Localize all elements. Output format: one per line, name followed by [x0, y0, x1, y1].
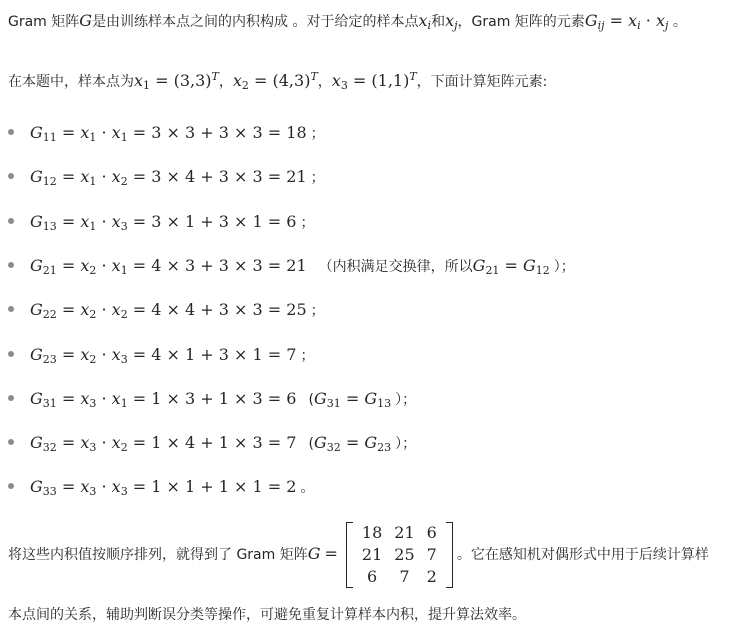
matrix-cell: 6 — [426, 523, 437, 542]
note: （内积满足交换律，所以 — [318, 258, 473, 275]
math-gij-def: $G_{ij} = x_i \cdot x_j$ — [584, 11, 669, 32]
math-note: $G_{21} = G_{12}$ — [472, 255, 550, 277]
bullet-icon — [8, 306, 14, 312]
intro-paragraph — [8, 10, 687, 37]
intro-text-1: Gram 矩阵 — [8, 14, 80, 30]
sep-2: ， — [317, 74, 332, 90]
math-expression: $G_{22} = x_2 \cdot x_2 = 4 \times 4 + 3 \times 3 = 25$ — [30, 300, 307, 322]
given-paragraph — [8, 66, 547, 97]
list-item — [8, 388, 416, 415]
sep-1: ， — [218, 74, 233, 90]
item-end: ； — [310, 170, 325, 187]
math-G: G — [79, 11, 93, 30]
math-expression: $G_{33} = x_3 \cdot x_3 = 1 \times 1 + 1 \times 1 = 2$ — [30, 477, 297, 499]
given-suffix: ，下面计算矩阵元素: — [416, 74, 548, 90]
math-G-eq: G — [307, 544, 321, 563]
math-note: $G_{32} = G_{23}$ — [313, 433, 392, 455]
item-end: 。 — [300, 480, 315, 497]
item-end: ）； — [395, 391, 417, 408]
item-end: ； — [300, 347, 315, 364]
math-expression: $G_{31} = x_3 \cdot x_1 = 1 \times 3 + 1 \times 3 = 6$ — [30, 388, 297, 410]
bullet-icon — [8, 129, 14, 135]
list-item — [8, 432, 416, 459]
bullet-icon — [8, 439, 14, 445]
conclusion-line-1: 将这些内积值按顺序排列，就得到了 Gram 矩阵G = 18 21 6 21 25 7 6 7 2 。它在感知机对偶形式中用于后续计算样 — [8, 523, 709, 586]
bullet-icon — [8, 395, 14, 401]
math-x1: $x_1 = (3,3)^T$ — [134, 70, 219, 92]
intro-text-3: 和 — [431, 14, 446, 30]
list-item — [8, 299, 325, 326]
list-item — [8, 166, 325, 193]
bullet-icon — [8, 351, 14, 357]
item-end: ； — [300, 214, 315, 231]
math-expression: $G_{21} = x_2 \cdot x_1 = 4 \times 3 + 3 \times 3 = 21$ — [30, 255, 307, 277]
item-end: ）； — [553, 258, 575, 275]
math-expression: $G_{23} = x_2 \cdot x_3 = 4 \times 1 + 3 \times 1 = 7$ — [30, 344, 297, 366]
intro-text-4: ，Gram 矩阵的元素 — [457, 14, 585, 30]
math-x3: $x_3 = (1,1)^T$ — [331, 70, 417, 92]
intro-text-2: 是由训练样本点之间的内积构成 。对于给定的样本点 — [92, 14, 419, 30]
item-end: ）； — [395, 436, 417, 453]
math-xj: $x_j$ — [445, 11, 458, 32]
conclusion-prefix: 将这些内积值按顺序排列，就得到了 Gram 矩阵 — [8, 547, 308, 563]
item-end: ； — [310, 303, 325, 320]
given-prefix: 在本题中，样本点为 — [8, 74, 134, 90]
conclusion-line-2: 本点间的关系，辅助判断误分类等操作，可避免重复计算样本内积，提升算法效率。 — [8, 607, 526, 623]
bullet-icon — [8, 483, 14, 489]
gram-matrix — [346, 522, 453, 588]
matrix-cell: 6 — [367, 567, 378, 586]
math-expression: $G_{12} = x_1 \cdot x_2 = 3 \times 4 + 3 \times 3 = 21$ — [30, 167, 307, 189]
list-item — [8, 476, 314, 503]
matrix-cell: 25 — [394, 545, 415, 564]
math-xi: $x_i$ — [418, 11, 432, 32]
conclusion-suffix: 。它在感知机对偶形式中用于后续计算样 — [456, 547, 709, 563]
math-note: $G_{31} = G_{13}$ — [313, 388, 392, 410]
math-expression: $G_{32} = x_3 \cdot x_2 = 1 \times 4 + 1 \times 3 = 7$ — [30, 433, 297, 455]
matrix-cell: 21 — [394, 523, 415, 542]
note: ( — [308, 436, 314, 453]
list-item — [8, 255, 575, 282]
matrix-cell: 7 — [399, 567, 410, 586]
matrix-cell: 21 — [361, 545, 383, 564]
matrix-cell: 18 — [361, 523, 383, 542]
list-item — [8, 211, 314, 238]
intro-text-5: 。 — [668, 14, 687, 30]
matrix-cell: 7 — [426, 545, 437, 564]
bullet-icon — [8, 262, 14, 268]
list-item — [8, 344, 314, 371]
math-expression: $G_{11} = x_1 \cdot x_1 = 3 \times 3 + 3 \times 3 = 18$ — [30, 123, 307, 144]
note: ( — [308, 391, 314, 408]
bullet-icon — [8, 173, 14, 179]
math-expression: $G_{13} = x_1 \cdot x_3 = 3 \times 1 + 3 \times 1 = 6$ — [30, 211, 297, 233]
list-item — [8, 122, 325, 149]
matrix-cell: 2 — [426, 567, 437, 586]
item-end: ； — [310, 126, 325, 142]
math-x2: $x_2 = (4,3)^T$ — [232, 70, 318, 92]
bullet-icon — [8, 218, 14, 224]
